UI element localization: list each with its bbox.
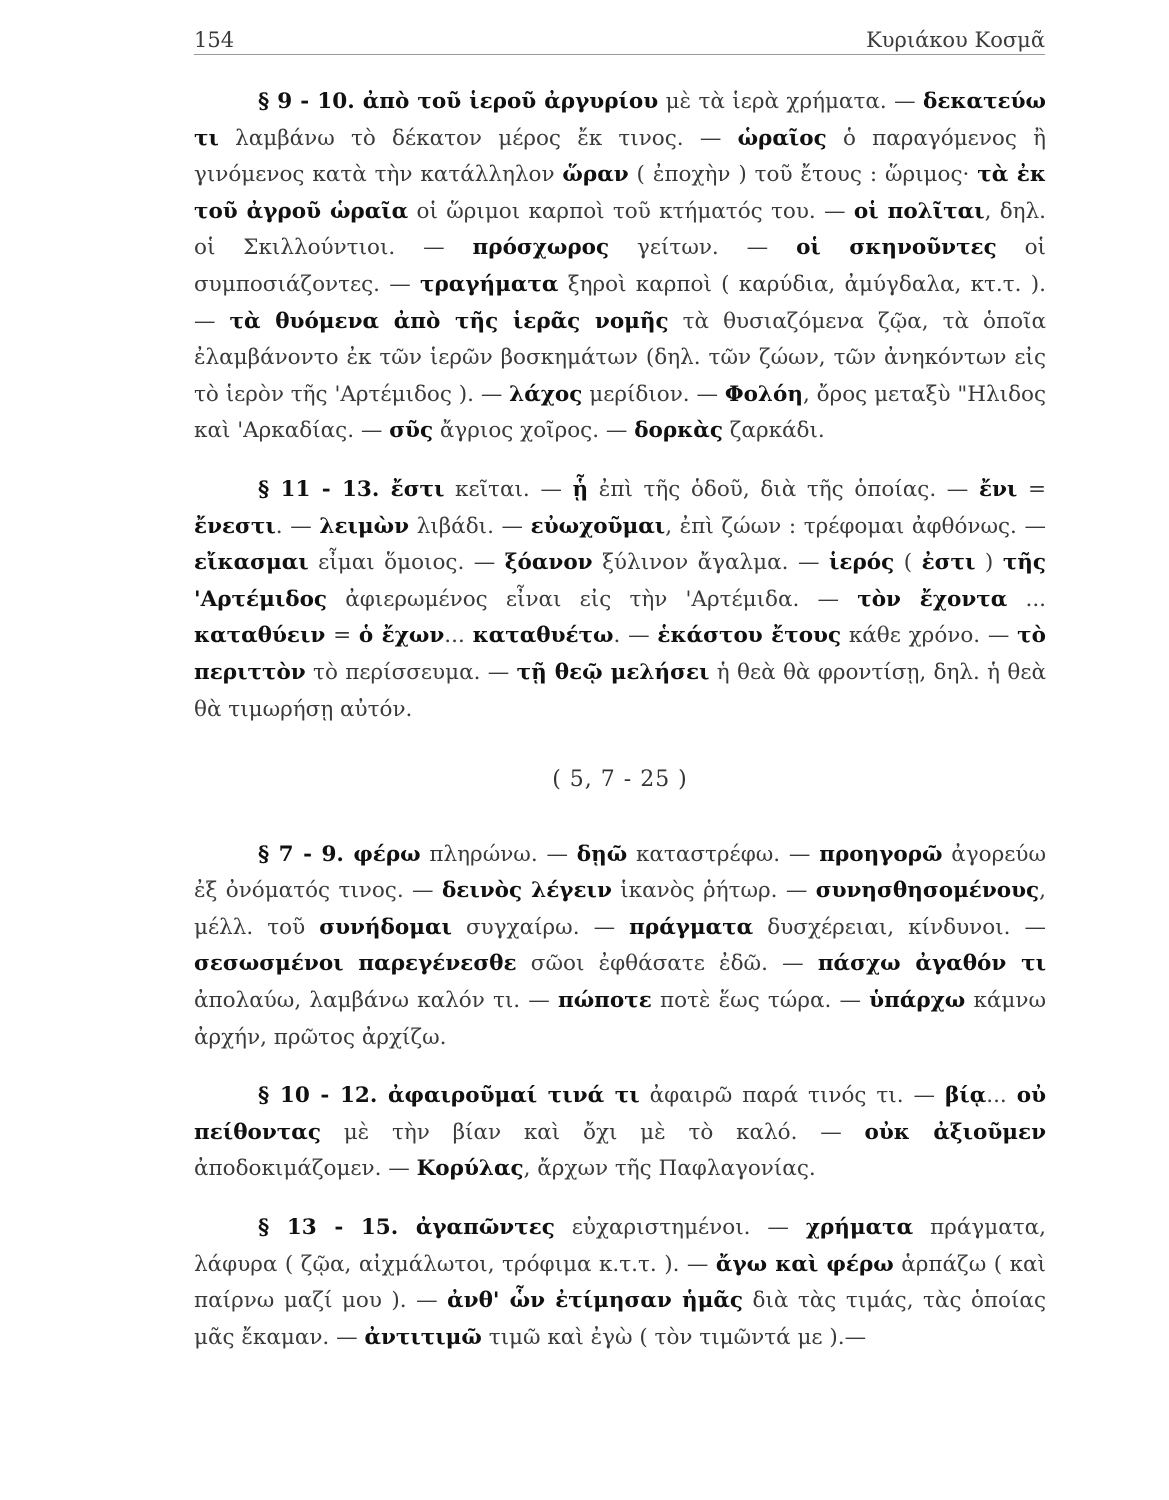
headword: λειμὼν [319, 513, 410, 539]
gloss-text: , ἐπὶ ζώων : τρέφομαι ἀφθόνως. — [665, 513, 1046, 539]
gloss-text: , μέλλ. τοῦ [194, 878, 1046, 940]
gloss-text: ὁ παραγόμενος ἢ γινόμενος κατὰ τὴν κατάλληλον [194, 125, 1046, 188]
gloss-text: δυσχέρειαι, κίνδυνοι. — [753, 914, 1046, 940]
headword: προηγορῶ [819, 841, 943, 867]
headword: ξόανον [504, 550, 593, 576]
headword: συνήδομαι [319, 914, 452, 940]
headword: ὡραῖος [737, 125, 827, 151]
headword: τὸν ἔχοντα [857, 586, 1008, 612]
gloss-text: μὲ τὴν βίαν καὶ ὄχι μὲ τὸ καλό. — [320, 1119, 865, 1145]
gloss-text: πράγματα, λάφυρα ( ζῷα, αἰχμάλωτοι, τρόφιμα κ.τ.τ. ). — [194, 1215, 1047, 1277]
gloss-text: ( [894, 550, 922, 576]
headword: ἀντιτιμῶ [364, 1324, 482, 1350]
gloss-text: λιβάδι. — [409, 513, 531, 539]
headword: ἱερός [828, 550, 895, 576]
gloss-text: = [1017, 476, 1046, 502]
gloss-text: ... [1007, 586, 1046, 612]
headword: ὥραν [562, 162, 629, 188]
gloss-text: ἄγριος χοῖρος. — [433, 418, 635, 444]
headword: χρήματα [805, 1215, 914, 1241]
gloss-text: ἀποδοκιμάζομεν. — [194, 1156, 417, 1182]
headword: τὰ ἐκ τοῦ ἀγροῦ ὡραῖα [194, 162, 1046, 224]
headword: ἀνθ' ὧν ἐτίμησαν ἡμᾶς [447, 1288, 743, 1314]
headword: σεσωσμένοι παρεγένεσθε [194, 951, 517, 977]
headword: εἴκασμαι [194, 550, 309, 576]
gloss-text: , ἄρχων τῆς Παφλαγονίας. [523, 1156, 816, 1182]
gloss-text: ἐπὶ τῆς ὁδοῦ, διὰ τῆς ὁποίας. — [588, 476, 979, 502]
gloss-text: . — [275, 513, 320, 539]
headword: § 13 - 15. ἀγαπῶντες [258, 1215, 555, 1241]
commentary-group-1 [194, 84, 1046, 728]
headword: οἱ πολῖται [853, 198, 985, 224]
gloss-text: ... [444, 623, 473, 649]
gloss-text: εἶμαι ὅμοιος. — [308, 550, 505, 576]
headword: οὐ πείθοντας [194, 1083, 1047, 1145]
commentary-body [194, 84, 1046, 1378]
gloss-text: ποτὲ ἕως τώρα. — [651, 988, 870, 1014]
headword: Φολόη [724, 381, 803, 407]
gloss-text: διὰ τὰς τιμάς, τὰς ὁποίας μᾶς ἔκαμαν. — [194, 1288, 1046, 1350]
headword: δορκὰς [634, 418, 723, 444]
gloss-text: οἱ ὥριμοι καρποὶ τοῦ κτήματός του. — [408, 198, 854, 224]
page-number: 154 [194, 28, 235, 52]
gloss-text: , δηλ. οἱ Σκιλλούντιοι. — [194, 198, 1046, 261]
gloss-text: τὰ θυσιαζόμενα ζῷα, τὰ ὁποῖα ἐλαμβάνοντο ἐκ τῶν ἱερῶν βοσκημάτων (δηλ. τῶν ζώων, τῶν ἀνηκόντων εἰς τὸ ἱερὸν τῆς 'Αρτέμιδος ). — [194, 308, 1046, 407]
gloss-text: οἱ συμποσιάζοντες. — [194, 235, 1046, 297]
headword: ἑκάστου ἔτους [657, 623, 842, 649]
gloss-text: ἱκανὸς ῥήτωρ. — [611, 878, 816, 904]
headword: καταθυέτω [472, 623, 614, 649]
gloss-text: τὸ περίσσευμα. — [305, 659, 517, 685]
headword: ἔνι [978, 476, 1018, 502]
headword: ἐστι [921, 550, 976, 576]
gloss-text: ) [975, 550, 1003, 576]
headword: οὐκ ἀξιοῦμεν [864, 1119, 1046, 1145]
headword: § 7 - 9. φέρω [258, 841, 421, 867]
gloss-text: ξύλινον ἄγαλμα. — [592, 550, 829, 576]
gloss-text: ( ἐποχὴν ) τοῦ ἔτους : ὥριμος· [628, 162, 978, 188]
gloss-text: ἀφαιρῶ παρά τινός τι. — [639, 1083, 946, 1109]
gloss-text: ξηροὶ καρποὶ ( καρύδια, ἀμύγδαλα, κτ.τ. ). — [194, 271, 1046, 334]
headword: ᾗ [572, 476, 589, 502]
headword: § 11 - 13. ἔστι [258, 476, 445, 502]
headword: δεκατεύω τι [194, 89, 1046, 151]
gloss-text: ἀπολαύω, λαμβάνω καλόν τι. — [194, 988, 558, 1014]
headword: πρόσχωρος [472, 235, 610, 261]
gloss-text: τιμῶ καὶ ἐγὼ ( τὸν τιμῶντά με ).— [481, 1324, 867, 1350]
headword: ἔνεστι [194, 513, 276, 539]
gloss-text: κεῖται. — [444, 476, 573, 502]
headword: Κορύλας [416, 1156, 524, 1182]
gloss-text: πληρώνω. — [420, 841, 577, 867]
headword: εὐωχοῦμαι [530, 513, 666, 539]
glossary-entry [194, 1210, 1046, 1356]
gloss-text: καταστρέφω. — [627, 841, 820, 867]
running-title: Κυριάκου Κοσμᾶ [866, 28, 1045, 52]
headword: λάχος [509, 381, 583, 407]
gloss-text: , ὄρος μεταξὺ "Ηλιδος καὶ 'Αρκαδίας. — [194, 381, 1046, 444]
headword: βίᾳ [945, 1083, 987, 1109]
headword: τῆς 'Αρτέμιδος [194, 550, 1047, 612]
glossary-entry [194, 472, 1046, 728]
headword: ὁ ἔχων [358, 623, 445, 649]
headword: § 9 - 10. ἀπὸ τοῦ ἱεροῦ ἀργυρίου [258, 89, 659, 114]
gloss-text: ζαρκάδι. [722, 418, 825, 444]
gloss-text: λαμβάνω τὸ δέκατον μέρος ἔκ τινος. — [218, 125, 738, 151]
gloss-text: μὲ τὰ ἱερὰ χρήματα. — [658, 89, 923, 114]
gloss-text: σῶοι ἐφθάσατε ἐδῶ. — [516, 951, 818, 977]
gloss-text: . — [613, 623, 658, 649]
headword: σῦς [389, 418, 434, 444]
gloss-text: γείτων. — [609, 235, 797, 261]
gloss-text: ἁρπάζω ( καὶ παίρνω μαζί μου ). — [194, 1251, 1046, 1314]
headword: πώποτε [557, 988, 652, 1014]
headword: συνησθησομένους [815, 878, 1040, 904]
gloss-text: ἡ θεὰ θὰ φροντίσῃ, δηλ. ἡ θεὰ θὰ τιμωρήσῃ αὐτόν. [194, 659, 1046, 722]
gloss-text: ἀφιερωμένος εἶναι εἰς τὴν 'Αρτέμιδα. — [327, 586, 858, 612]
headword: ἄγω καὶ φέρω [715, 1251, 894, 1277]
gloss-text: κάμνω ἀρχήν, πρῶτος ἀρχίζω. [194, 988, 1046, 1050]
headword: ὑπάρχω [869, 988, 966, 1014]
gloss-text: ... [986, 1083, 1017, 1109]
gloss-text: συγχαίρω. — [451, 914, 630, 940]
headword: τραγήματα [420, 271, 559, 297]
section-reference: ( 5, 7 - 25 ) [552, 767, 688, 793]
gloss-text: = [325, 623, 359, 649]
running-head [194, 20, 1045, 55]
glossary-entry [194, 837, 1046, 1057]
glossary-entry [194, 1078, 1046, 1188]
headword: § 10 - 12. ἀφαιροῦμαί τινά τι [258, 1083, 640, 1109]
headword: τὸ περιττὸν [194, 623, 1046, 685]
headword: πάσχω ἀγαθόν τι [817, 951, 1047, 977]
headword: δῃῶ [576, 841, 628, 867]
gloss-text: κάθε χρόνο. — [841, 623, 1018, 649]
gloss-text: εὐχαριστημένοι. — [554, 1215, 806, 1241]
headword: πράγματα [629, 914, 754, 940]
headword: τῇ θεῷ μελήσει [516, 659, 710, 685]
headword: καταθύειν [194, 623, 326, 649]
headword: τὰ θυόμενα ἀπὸ τῆς ἱερᾶς νομῆς [229, 308, 669, 334]
commentary-group-2 [194, 837, 1046, 1357]
headword: οἱ σκηνοῦντες [796, 235, 997, 261]
glossary-entry [194, 84, 1046, 450]
gloss-text: ἀγορεύω ἐξ ὀνόματός τινος. — [194, 841, 1046, 904]
gloss-text: μερίδιον. — [582, 381, 725, 407]
headword: δεινὸς λέγειν [441, 878, 612, 904]
